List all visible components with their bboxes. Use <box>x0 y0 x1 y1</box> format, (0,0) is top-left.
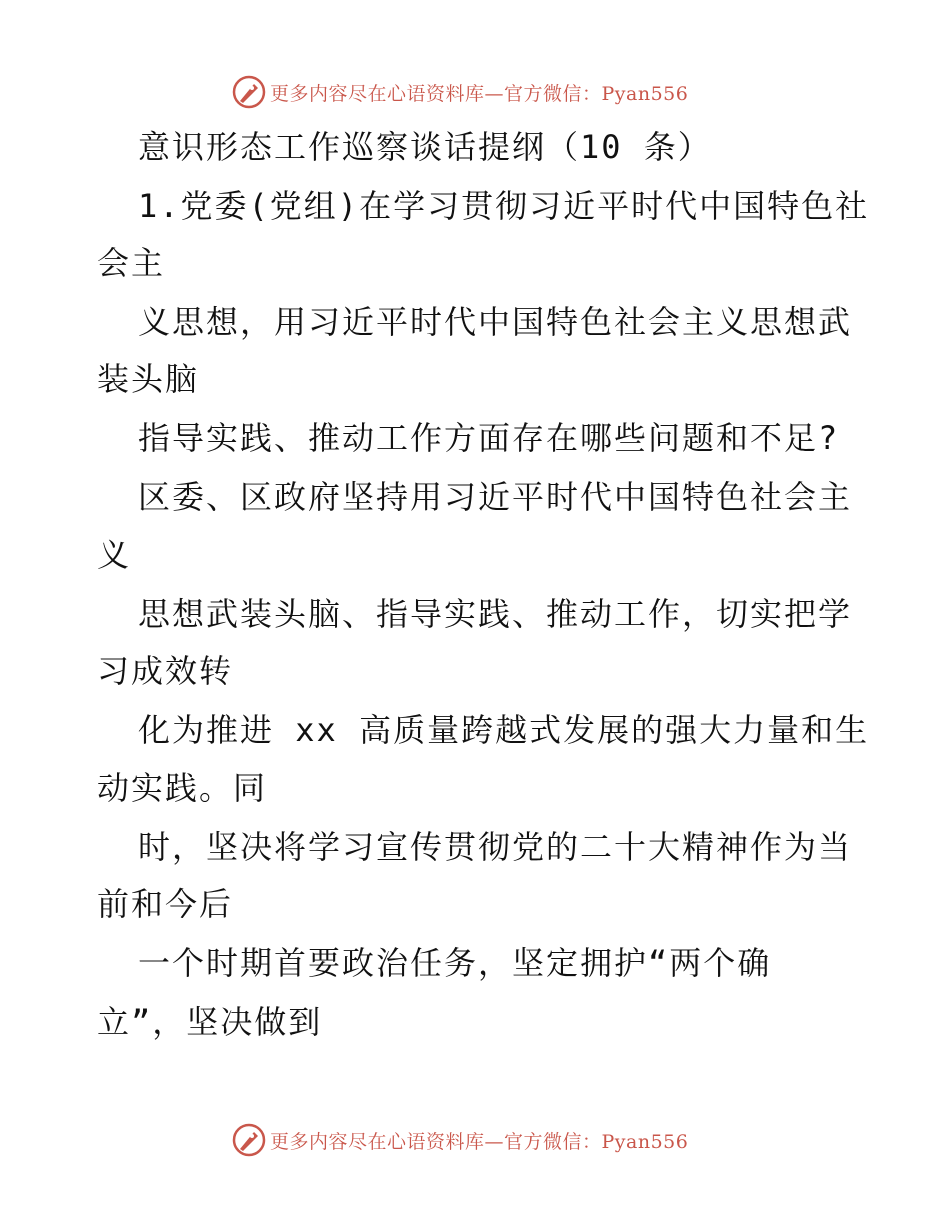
pen-nib-logo-icon <box>232 1123 266 1157</box>
text-line: 时，坚决将学习宣传贯彻党的二十大精神作为当 <box>138 828 853 866</box>
text-line: 义思想，用习近平时代中国特色社会主义思想武 <box>138 303 853 341</box>
text-line: 前和今后 <box>97 885 234 923</box>
text-line: 会主 <box>97 244 166 282</box>
document-title: 意识形态工作巡察谈话提纲（10 条） <box>138 128 712 166</box>
pen-nib-logo-icon <box>232 75 266 109</box>
text-line: 装头脑 <box>97 360 200 398</box>
text-line: 一个时期首要政治任务，坚定拥护“两个确 <box>138 944 772 982</box>
text-line: 指导实践、推动工作方面存在哪些问题和不足? <box>138 419 840 457</box>
footer-banner <box>0 1120 950 1160</box>
footer-banner-text: 更多内容尽在心语资料库—官方微信：Pyan556 <box>270 1130 689 1153</box>
text-line: 1.党委(党组)在学习贯彻习近平时代中国特色社 <box>138 187 870 225</box>
text-line: 习成效转 <box>97 652 234 690</box>
text-line: 立”，坚决做到 <box>97 1003 323 1041</box>
text-line: 动实践。同 <box>97 769 268 807</box>
text-line: 化为推进 xx 高质量跨越式发展的强大力量和生 <box>138 711 870 749</box>
text-line: 区委、区政府坚持用习近平时代中国特色社会主 <box>138 478 853 516</box>
header-banner-text: 更多内容尽在心语资料库—官方微信：Pyan556 <box>270 82 689 105</box>
text-line: 思想武装头脑、指导实践、推动工作，切实把学 <box>138 595 853 633</box>
header-banner <box>0 72 950 112</box>
text-line: 义 <box>97 536 132 574</box>
